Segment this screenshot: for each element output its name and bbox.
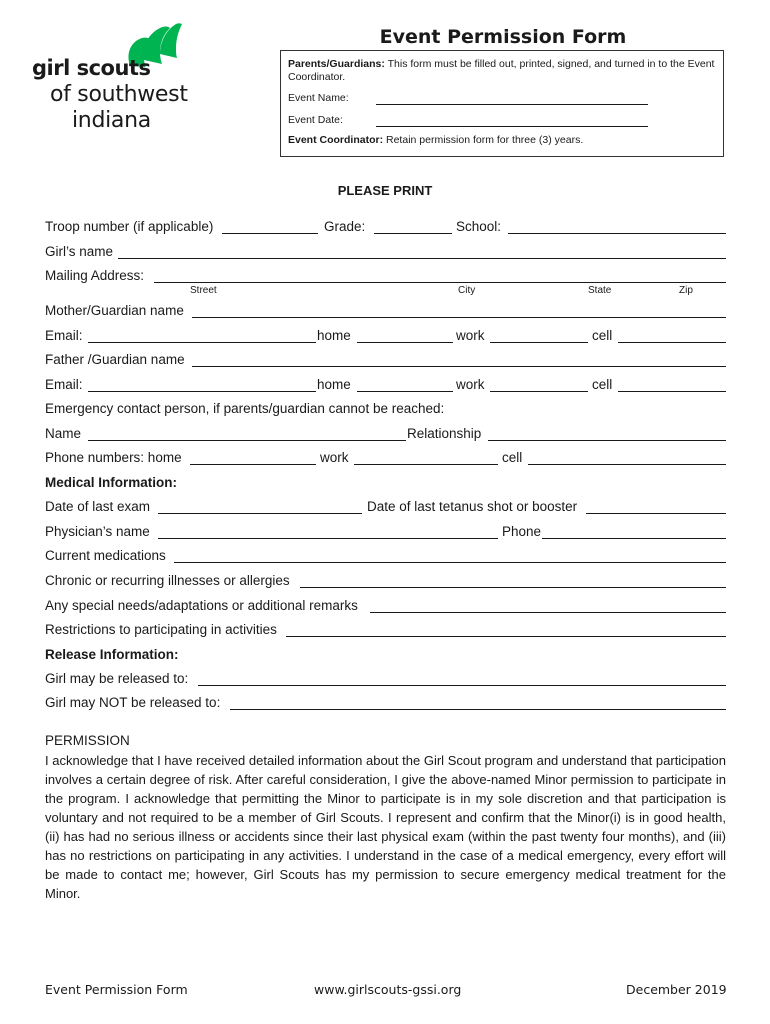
phone-home-label: Phone numbers: home: [45, 450, 182, 465]
medications-line[interactable]: [174, 562, 726, 563]
mother-home-line[interactable]: [357, 342, 453, 343]
last-exam-label: Date of last exam: [45, 499, 151, 514]
footer-form-name: Event Permission Form: [45, 982, 188, 997]
mother-name-label: Mother/Guardian name: [45, 303, 184, 318]
father-work-label: work: [456, 377, 485, 392]
physician-name-label: Physician’s name: [45, 524, 150, 539]
girls-name-label: Girl’s name: [45, 244, 114, 259]
school-label: School:: [456, 219, 502, 234]
emergency-contact-label: Emergency contact person, if parents/guardian cannot be reached:: [45, 401, 445, 416]
parents-instructions: [288, 58, 718, 84]
phone-cell-line[interactable]: [528, 464, 726, 465]
mailing-address-label: Mailing Address:: [45, 268, 145, 283]
tetanus-label: Date of last tetanus shot or booster: [367, 499, 578, 514]
event-date-label: Event Date:: [288, 114, 343, 126]
last-exam-line[interactable]: [158, 513, 362, 514]
please-print-heading: PLEASE PRINT: [337, 183, 433, 198]
city-caption: City: [458, 285, 476, 296]
retain-bold: Event Coordinator:: [288, 134, 384, 146]
chronic-illness-line[interactable]: [300, 587, 726, 588]
logo-line-2: of southwest: [50, 82, 188, 107]
phone-home-line[interactable]: [190, 464, 316, 465]
phone-work-line[interactable]: [354, 464, 498, 465]
special-needs-label: Any special needs/adaptations or additional remarks: [45, 598, 358, 613]
physician-name-line[interactable]: [158, 538, 498, 539]
school-line[interactable]: [508, 233, 726, 234]
mother-name-line[interactable]: [192, 317, 726, 318]
physician-phone-line[interactable]: [542, 538, 726, 539]
footer-date: December 2019: [626, 982, 727, 997]
parents-text: This form must be filled out, printed, signed, and turned in to the Event Coordinator.: [288, 58, 715, 83]
released-to-label: Girl may be released to:: [45, 671, 189, 686]
chronic-illness-label: Chronic or recurring illnesses or allergies: [45, 573, 290, 588]
footer-website: www.girlscouts-gssi.org: [314, 982, 462, 997]
event-date-line[interactable]: [376, 126, 648, 127]
father-name-line[interactable]: [192, 366, 726, 367]
grade-line[interactable]: [374, 233, 452, 234]
phone-cell-label: cell: [502, 450, 523, 465]
physician-phone-label: Phone: [502, 524, 542, 539]
released-to-line[interactable]: [198, 685, 726, 686]
mother-email-line[interactable]: [88, 342, 316, 343]
troop-label: Troop number (if applicable): [45, 219, 214, 234]
permission-body: I acknowledge that I have received detailed information about the Girl Scout program and understand that participation involves a certain degree of risk. After careful consideration, I give the above-named Minor permission to participate in the program. I acknowledge that permitting the Minor to participate is in my sole discretion and that participation is voluntary and not required to be a member of Girl Scouts. I represent and confirm that the Minor(i) is in good health, (ii) has had no serious illness or accidents since their last physical exam (within the past twenty four months), and (iii) has no restrictions on participating in any activities. I understand in the case of a medical emergency, every effort will be made to contact me; however, Girl Scouts has my permission to secure emergency medical treatment for the Minor.: [45, 753, 726, 901]
grade-label: Grade:: [324, 219, 366, 234]
father-name-label: Father /Guardian name: [45, 352, 185, 367]
not-released-to-label: Girl may NOT be released to:: [45, 695, 221, 710]
father-home-label: home: [317, 377, 351, 392]
father-email-label: Email:: [45, 377, 83, 392]
street-caption: Street: [190, 285, 217, 296]
mother-cell-label: cell: [592, 328, 613, 343]
father-email-line[interactable]: [88, 391, 316, 392]
restrictions-line[interactable]: [286, 636, 726, 637]
release-info-heading: Release Information:: [45, 647, 179, 662]
logo-line-3: indiana: [72, 108, 151, 133]
father-cell-line[interactable]: [618, 391, 726, 392]
restrictions-label: Restrictions to participating in activities: [45, 622, 277, 637]
retain-text: Retain permission form for three (3) years.: [383, 134, 584, 146]
zip-caption: Zip: [679, 285, 693, 296]
not-released-to-line[interactable]: [230, 709, 726, 710]
event-name-line[interactable]: [376, 104, 648, 105]
phone-work-label: work: [320, 450, 349, 465]
girls-name-line[interactable]: [118, 258, 726, 259]
special-needs-line[interactable]: [370, 612, 726, 613]
mother-home-label: home: [317, 328, 351, 343]
mother-work-line[interactable]: [490, 342, 588, 343]
tetanus-line[interactable]: [586, 513, 726, 514]
relationship-line[interactable]: [488, 440, 726, 441]
medications-label: Current medications: [45, 548, 166, 563]
permission-heading: PERMISSION: [45, 733, 130, 748]
mother-email-label: Email:: [45, 328, 83, 343]
retain-note: [288, 134, 583, 147]
father-home-line[interactable]: [357, 391, 453, 392]
mother-cell-line[interactable]: [618, 342, 726, 343]
troop-line[interactable]: [222, 233, 318, 234]
emergency-name-label: Name: [45, 426, 82, 441]
event-name-label: Event Name:: [288, 92, 349, 104]
relationship-label: Relationship: [407, 426, 482, 441]
father-work-line[interactable]: [490, 391, 588, 392]
parents-bold: Parents/Guardians:: [288, 58, 385, 70]
state-caption: State: [588, 285, 612, 296]
emergency-name-line[interactable]: [88, 440, 406, 441]
logo-line-1: girl scouts: [32, 56, 151, 80]
mailing-address-line[interactable]: [154, 282, 726, 283]
medical-info-heading: Medical Information:: [45, 475, 178, 490]
father-cell-label: cell: [592, 377, 613, 392]
mother-work-label: work: [456, 328, 485, 343]
form-title: Event Permission Form: [379, 26, 627, 48]
